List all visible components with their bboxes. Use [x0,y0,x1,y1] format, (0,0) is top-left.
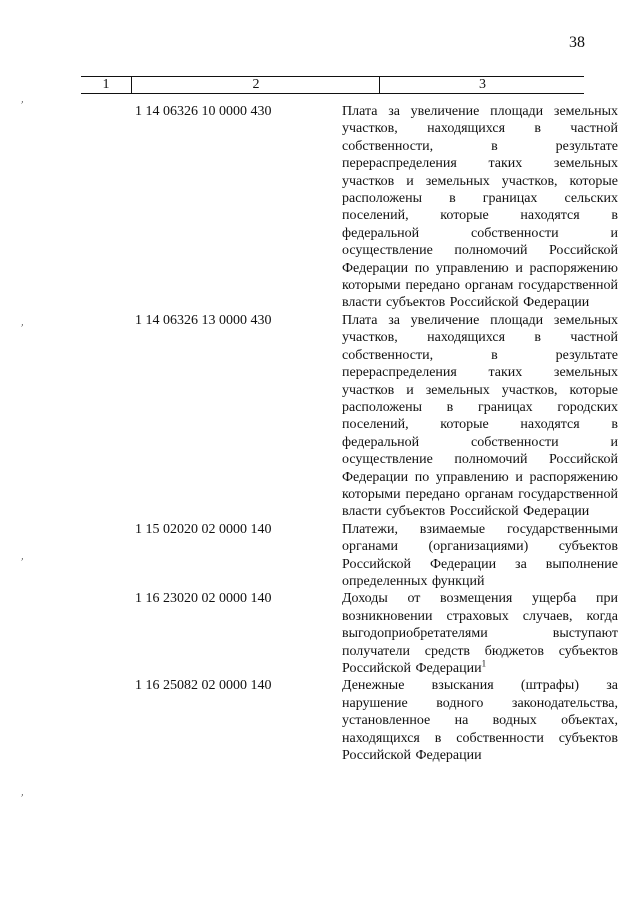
revenue-description: Денежные взыскания (штрафы) за нарушение водного законодательства, установленное на водных объектах, находящихся в собственности субъектов Российской Федерации [342,678,618,764]
revenue-code: 1 16 23020 02 0000 140 [135,591,272,607]
table-row [81,590,618,677]
page-number: 38 [569,34,585,51]
revenue-description [342,590,618,677]
table-row [81,312,618,521]
header-col-1: 1 [102,77,110,92]
revenue-description: Платежи, взимаемые государственными органами (организациями) субъектов Российской Федерации за выполнение определенных функций [342,521,618,589]
revenue-code: 1 16 25082 02 0000 140 [135,678,272,694]
revenue-description: Плата за увеличение площади земельных участков, находящихся в частной собственности, в результате перераспределения таких земельных участков и земельных участков, которые расположены в границах городских поселений, которые находятся в федеральной собственности и осуществление полномочий Российской Федерации по управлению и распоряжению которыми передано органам государственной власти субъектов Российской Федерации [342,312,618,520]
table-header [81,76,584,94]
footnote-marker: 1 [481,658,487,669]
header-col-2: 2 [131,77,380,93]
table-row [81,521,618,591]
revenue-code: 1 14 06326 13 0000 430 [135,312,272,328]
revenue-code: 1 14 06326 10 0000 430 [135,104,272,119]
table-row [81,103,618,312]
table-body [81,103,618,764]
revenue-description-text: Доходы от возмещения ущерба при возникновении страховых случаев, когда выгодоприобретателями выступают получатели средств бюджетов субъектов Российской Федерации [342,591,618,676]
margin-tick-mark: , [20,94,27,106]
revenue-code: 1 15 02020 02 0000 140 [135,521,272,537]
margin-tick-mark: , [20,787,27,799]
table-row [81,677,618,764]
header-col-3: 3 [379,77,585,93]
revenue-description: Плата за увеличение площади земельных участков, находящихся в частной собственности, в результате перераспределения таких земельных участков и земельных участков, которые расположены в границах сельских поселений, которые находятся в федеральной собственности и осуществление полномочий Российской Федерации по управлению и распоряжению которыми передано органам государственной власти субъектов Российской Федерации [342,104,618,311]
margin-tick-mark: , [20,551,27,563]
margin-tick-mark: , [20,317,27,329]
